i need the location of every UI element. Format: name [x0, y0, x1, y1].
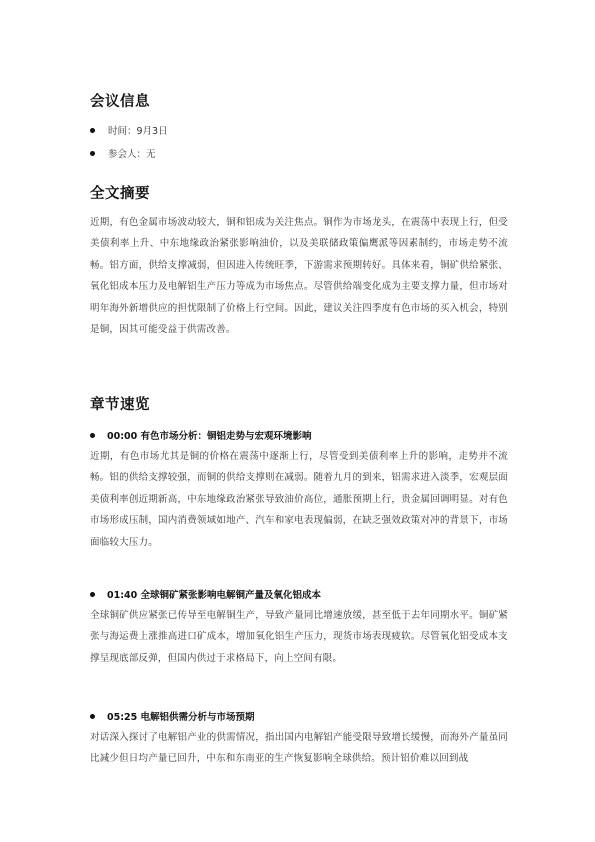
bullet-icon	[90, 151, 95, 156]
chapter-text-3: 对话深入探讨了电解铝产业的供需情况，指出国内电解铝产能受限导致增长缓慢，而海外产量虽同比减少但日均产量已回升，中东和东南亚的生产恢复影响全球供给。预计铝价难以回到战	[90, 732, 508, 765]
chapters-heading: 章节速览	[90, 397, 150, 413]
chapter-title-text: 01:40 全球铜矿紧张影响电解铜产量及氧化铝成本	[107, 590, 322, 601]
chapter-title-3	[90, 709, 255, 723]
bullet-icon	[90, 433, 95, 438]
chapter-title-text: 00:00 有色市场分析：铜铝走势与宏观环境影响	[107, 431, 312, 442]
summary-paragraph: 近期，有色金属市场波动较大，铜和铝成为关注焦点。铜作为市场龙头，在震荡中表现上行，但受美债利率上升、中东地缘政治紧张影响油价，以及美联储政策偏鹰派等因素制约，市场走势不流畅。铝方面，供给支撑减弱，但因进入传统旺季，下游需求预期转好。具体来看，铜矿供给紧张、氧化铝成本压力及电解铝生产压力等成为市场焦点。尽管供给端变化成为主要支撑力量，但市场对明年海外新增供应的担忧限制了价格上行空间。因此，建议关注四季度有色市场的买入机会，特别是铜，因其可能受益于供需改善。	[90, 217, 508, 336]
meeting-time-item	[90, 123, 168, 139]
summary-heading: 全文摘要	[90, 186, 150, 202]
bullet-icon	[90, 128, 95, 133]
meeting-info-heading: 会议信息	[90, 94, 150, 110]
bullet-icon	[90, 714, 95, 719]
chapter-text-2: 全球铜矿供应紧张已传导至电解铜生产，导致产量同比增速放缓，甚至低于去年同期水平。铜矿紧张与海运费上涨推高进口矿成本，增加氧化铝生产压力，现货市场表现疲软。尽管氧化铝受成本支撑呈现底部反弹，但国内供过于求格局下，向上空间有限。	[90, 610, 508, 664]
bullet-icon	[90, 592, 95, 597]
meeting-participants-item	[90, 146, 156, 162]
chapter-title-1	[90, 428, 312, 442]
meeting-participants: 参会人：无	[108, 149, 156, 160]
chapter-title-text: 05:25 电解铝供需分析与市场预期	[107, 712, 255, 723]
chapter-title-2	[90, 587, 321, 601]
chapter-text-1: 近期，有色市场尤其是铜的价格在震荡中逐渐上行，尽管受到美债利率上升的影响，走势并不流畅。铝的供给支撑较强，而铜的供给支撑则在减弱。随着九月的到来，铝需求进入淡季，宏观层面美债利率创近期新高，中东地缘政治紧张导致油价高位，通胀预期上行，贵金属回调明显。对有色市场形成压制，国内消费领域如地产、汽车和家电表现偏弱，在缺乏强效政策对冲的背景下，市场面临较大压力。	[90, 451, 508, 548]
meeting-time: 时间：9月3日	[108, 126, 168, 137]
